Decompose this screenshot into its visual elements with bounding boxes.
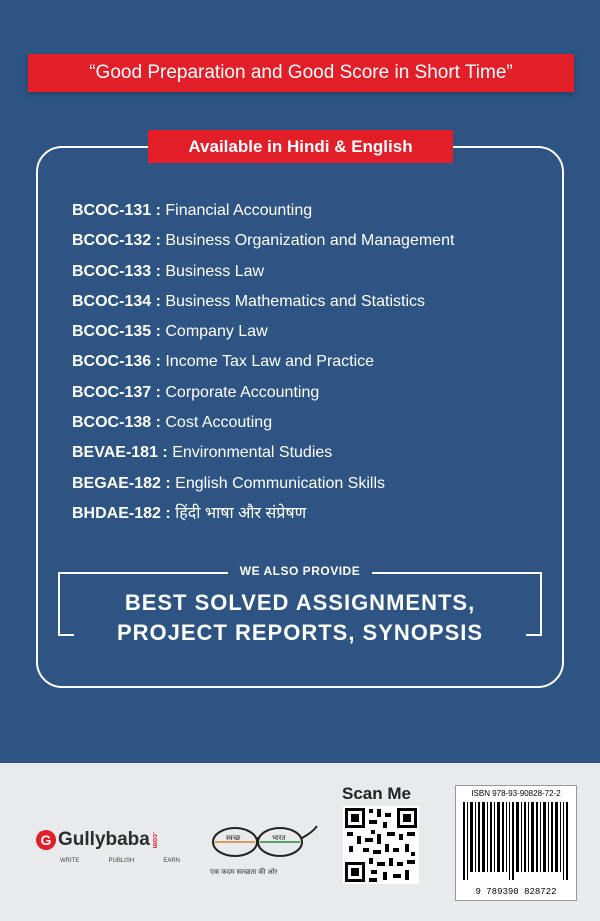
course-list [72,196,552,529]
course-item [72,226,552,256]
brand-suffix: .com [150,831,158,849]
swachh-right-text: भारत [272,835,286,842]
course-code: BCOC-137 : [72,383,161,401]
gullybaba-g-icon: G [36,830,56,850]
course-title: Business Organization and Management [165,232,455,250]
course-title: Income Tax Law and Practice [165,353,375,371]
course-code: BHDAE-182 : [72,504,171,522]
brand-tags [60,858,180,864]
course-code: BCOC-133 : [72,262,161,280]
provide-headline [0,588,600,648]
course-code: BEGAE-182 : [72,474,171,492]
course-title: Company Law [165,323,268,341]
course-title: Business Law [165,262,265,280]
course-item [72,408,552,438]
course-code: BCOC-136 : [72,353,161,371]
isbn-barcode-box [455,785,577,901]
course-code: BEVAE-181 : [72,444,168,462]
provide-label [0,562,600,580]
course-item [72,499,552,529]
provide-line-2: PROJECT REPORTS, SYNOPSIS [116,620,484,645]
swachh-bharat-glasses-icon [205,818,320,868]
course-code: BCOC-132 : [72,232,161,250]
course-title: English Communication Skills [175,474,386,492]
course-title: Business Mathematics and Statistics [165,292,426,310]
course-code: BCOC-135 : [72,323,161,341]
course-item [72,469,552,499]
swachh-left-text: स्वच्छ [226,835,241,842]
availability-banner: Available in Hindi & English [148,130,453,163]
course-item [72,196,552,226]
course-title: हिंदी भाषा और संप्रेषण [175,504,307,522]
qr-code-icon [343,806,419,884]
provide-line-1: BEST SOLVED ASSIGNMENTS, [124,590,476,615]
brand-name: Gullybaba [58,829,150,850]
brand-tag: PUBLISH [108,858,135,864]
course-code: BCOC-134 : [72,292,161,310]
course-item [72,257,552,287]
course-title: Environmental Studies [172,444,333,462]
course-code: BCOC-138 : [72,414,161,432]
tagline-banner: “Good Preparation and Good Score in Short Time” [28,54,574,92]
brand-tag: EARN [163,858,180,864]
swachh-caption: एक कदम स्वच्छता की ओर [210,869,278,876]
course-title: Cost Accouting [165,414,273,432]
provide-label-text: WE ALSO PROVIDE [230,564,370,578]
course-item [72,287,552,317]
course-item [72,317,552,347]
barcode-number: 9 789390 828722 [475,887,557,897]
course-item [72,438,552,468]
course-title: Financial Accounting [165,202,313,219]
scan-me-label: Scan Me [342,784,411,803]
course-code: BCOC-131 : [72,202,161,219]
gullybaba-logo [36,828,158,852]
isbn-number: ISBN 978-93-90828-72-2 [471,789,561,798]
brand-tag: WRITE [60,858,80,864]
course-item [72,347,552,377]
course-title: Corporate Accounting [165,383,320,401]
barcode-icon [463,802,571,880]
course-item [72,378,552,408]
